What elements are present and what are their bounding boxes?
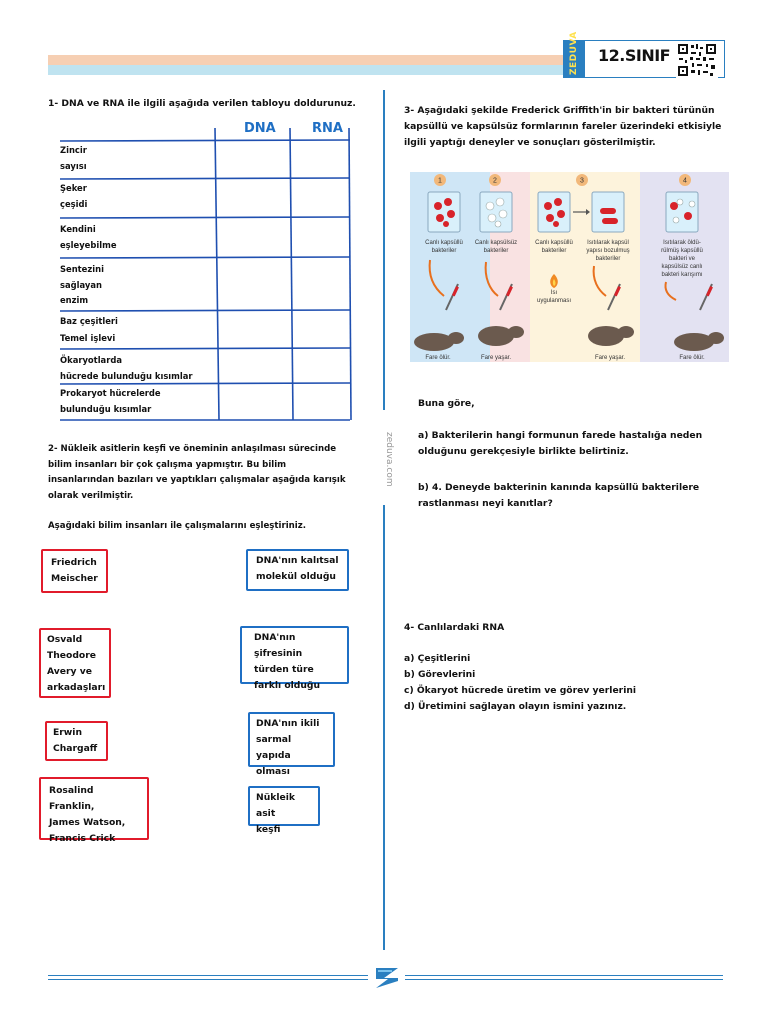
- zeduva-z-logo-icon: [372, 962, 402, 992]
- q3-intro: 3- Aşağıdaki şekilde Frederick Griffith'in bir bakteri türünün kapsüllü ve kapsülsüz formlarının fareler üzerindeki etkisiyle ilgili yaptığı deneyler ve sonuçları gösterilmiştir.: [404, 105, 722, 148]
- svg-text:Canlı kapsülsüz: Canlı kapsülsüz: [474, 240, 518, 246]
- table-header-rna: RNA: [312, 121, 343, 136]
- table-row-label: Kendini eşleyebilme: [60, 224, 117, 250]
- q3-part-a: a) Bakterilerin hangi formunun farede hastalığa neden olduğunu gerekçesiyle birlikte belirtiniz.: [418, 430, 703, 457]
- list-item: c) Ökaryot hücrede üretim ve görev yerlerini: [404, 685, 637, 696]
- work-card-hereditary[interactable]: DNA'nın kalıtsal molekül olduğu: [246, 549, 349, 591]
- table-row-label: Baz çeşitleri: [60, 316, 118, 326]
- q4-items: [404, 651, 734, 715]
- q4-title: 4- Canlılardaki RNA: [404, 622, 505, 633]
- table-row-label: Şeker çeşidi: [60, 183, 88, 209]
- scientist-card-avery[interactable]: Osvald Theodore Avery ve arkadaşları: [39, 628, 111, 698]
- svg-text:kapsülsüz canlı: kapsülsüz canlı: [661, 264, 703, 270]
- svg-text:Fare yaşar.: Fare yaşar.: [594, 355, 626, 361]
- svg-text:Fare ölür.: Fare ölür.: [679, 355, 705, 361]
- svg-text:bakteri karışımı: bakteri karışımı: [661, 272, 703, 278]
- svg-text:bakteriler: bakteriler: [595, 256, 621, 262]
- svg-text:Canlı kapsüllü: Canlı kapsüllü: [425, 240, 463, 246]
- q3-part-b: b) 4. Deneyde bakterinin kanında kapsüllü bakterilere rastlanması neyi kanıtlar?: [418, 482, 700, 509]
- table-row-label: Sentezini sağlayan enzim: [60, 264, 104, 305]
- work-card-discovery[interactable]: Nükleik asit keşfi: [248, 786, 320, 826]
- svg-text:uygulanması: uygulanması: [536, 298, 572, 304]
- panel-number: 4: [683, 177, 687, 185]
- work-card-code[interactable]: DNA'nın şifresinin türden türe farklı olduğu: [240, 626, 349, 684]
- grade-label: 12.SINIF: [598, 46, 671, 65]
- watermark: zeduva.com: [384, 432, 394, 487]
- footer-line-right: [405, 975, 723, 980]
- list-item: b) Görevlerini: [404, 669, 476, 680]
- q2-intro: 2- Nükleik asitlerin keşfi ve öneminin anlaşılması sürecinde bilim insanları bir çok çalışma yapmıştır. Bu bilim insanlarından bazıları ve yaptıkları çalışmalar aşağıda karışık olarak verilmiştir.: [48, 444, 346, 501]
- svg-text:bakteriler: bakteriler: [431, 248, 457, 254]
- svg-text:bakteriler: bakteriler: [483, 248, 509, 254]
- brand-logo: ZEDUVA: [569, 31, 579, 75]
- panel-number: 3: [580, 177, 584, 185]
- work-card-double-helix[interactable]: DNA'nın ikili sarmal yapıda olması: [248, 712, 335, 767]
- q2-instruction: Aşağıdaki bilim insanları ile çalışmalarını eşleştiriniz.: [48, 521, 306, 531]
- svg-text:Isıtılarak öldü-: Isıtılarak öldü-: [663, 240, 701, 246]
- svg-text:Isı: Isı: [550, 290, 558, 296]
- griffith-experiment-figure: [410, 172, 729, 362]
- svg-text:Canlı kapsüllü: Canlı kapsüllü: [535, 240, 573, 246]
- table-row-label: Ökaryotlarda hücrede bulunduğu kısımlar: [60, 355, 193, 381]
- scientist-card-meischer[interactable]: Friedrich Meischer: [41, 549, 108, 593]
- svg-text:Fare yaşar.: Fare yaşar.: [480, 355, 512, 361]
- list-item: d) Üretimini sağlayan olayın ismini yazınız.: [404, 701, 627, 712]
- svg-text:bakteriler: bakteriler: [541, 248, 567, 254]
- column-divider-bottom: [383, 505, 385, 950]
- panel-number: 1: [438, 177, 442, 185]
- table-header-dna: DNA: [244, 121, 276, 136]
- scientist-card-franklin-watson-crick[interactable]: Rosalind Franklin, James Watson, Francis Crick: [39, 777, 149, 840]
- scientist-card-chargaff[interactable]: Erwin Chargaff: [45, 721, 108, 761]
- svg-text:Isıtılarak kapsül: Isıtılarak kapsül: [587, 240, 629, 246]
- q1-title: 1- DNA ve RNA ile ilgili aşağıda verilen tabloyu doldurunuz.: [48, 98, 356, 109]
- svg-text:bakteri ve: bakteri ve: [668, 256, 696, 262]
- column-divider-top: [383, 90, 385, 410]
- table-row-label: Prokaryot hücrelerde bulunduğu kısımlar: [60, 388, 161, 414]
- svg-text:Fare ölür.: Fare ölür.: [425, 355, 451, 361]
- list-item: a) Çeşitlerini: [404, 653, 471, 664]
- footer-line-left: [48, 975, 368, 980]
- panel-number: 2: [493, 177, 497, 185]
- svg-text:rülmüş kapsüllü: rülmüş kapsüllü: [661, 248, 703, 254]
- svg-text:yapısı bozulmuş: yapısı bozulmuş: [586, 248, 630, 254]
- q3-lead: Buna göre,: [418, 398, 475, 409]
- table-row-label: Zincir sayısı: [60, 145, 87, 171]
- table-row-label: Temel işlevi: [60, 333, 116, 343]
